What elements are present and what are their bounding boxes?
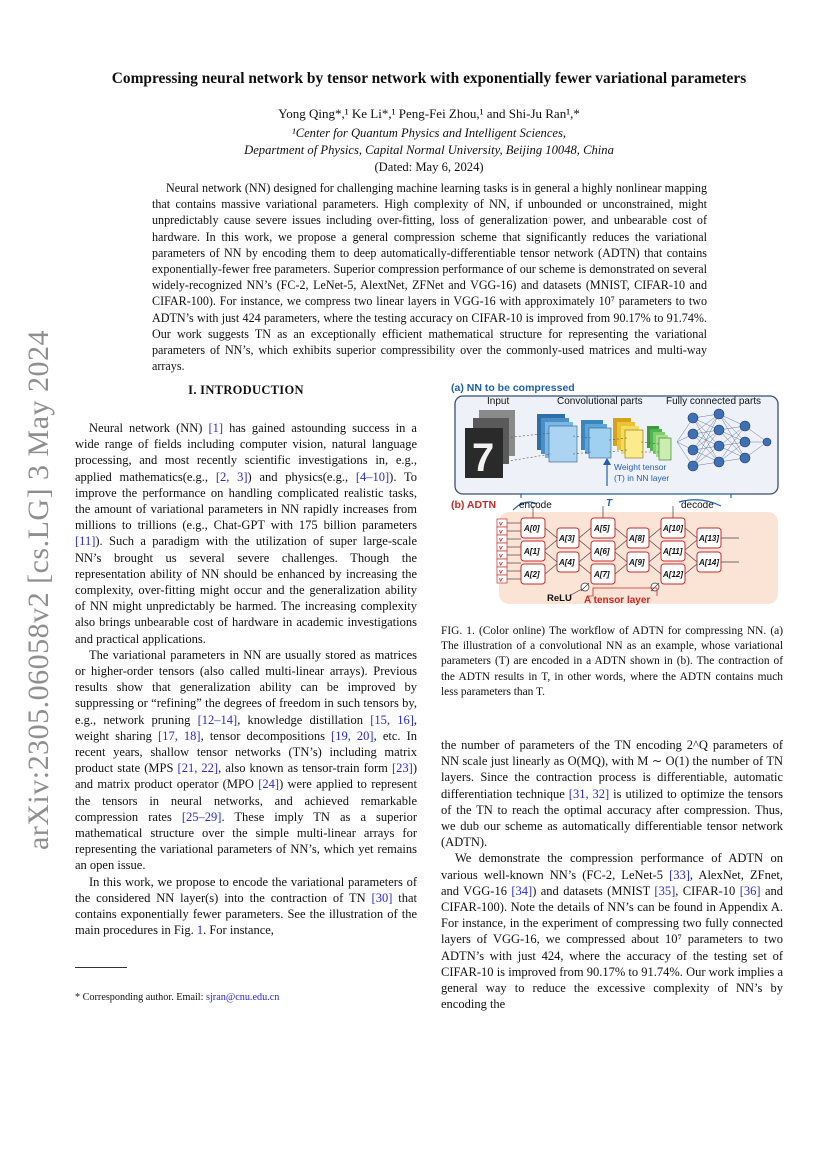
arxiv-id: arXiv:2305.06058v2 [cs.LG] 3 May 2024	[22, 329, 55, 851]
text-run: ) and physics(e.g.,	[247, 469, 356, 484]
text-run: , AlexNet, ZFnet, and VGG-16	[441, 867, 783, 898]
abstract: Neural network (NN) designed for challenging machine learning tasks is in general a highly nonlinear mapping that contains massive variational parameters. High complexity of NN, if unbounded or unconstrained, might unpredictably cause severe issues including over-fitting, loss of generalization power, and unbearable cost of hardware. In this work, we propose a general compression scheme that significantly reduces the variational parameters of NN by encoding them to deep automatically-differentiable tensor network (ADTN) that contains exponentially-fewer free parameters. Superior compression performance of our scheme is demonstrated on several widely-recognized NN’s (FC-2, LeNet-5, AlextNet, ZFNet and VGG-16) and datasets (MNIST, CIFAR-10 and CIFAR-100). For instance, we compress two linear layers in VGG-16 with approximately 10⁷ parameters to two ADTN’s with just 424 parameters, where the testing accuracy on CIFAR-10 is improved from 90.17% to 91.74%. Our work suggests TN as an exceptionally efficient mathematical structure for representing the variational parameters of NN’s, which exhibits superior compressibility over the commonly-used matrices and multi-way arrays.	[152, 181, 707, 374]
citation-link[interactable]: [4–10]	[355, 469, 390, 484]
author-list: Yong Qing*,¹ Ke Li*,¹ Peng-Fei Zhou,¹ and Shi-Ju Ran¹,*	[278, 106, 580, 121]
footnote-rule	[75, 967, 127, 968]
text-run: . These imply TN as a superior mathematical structure over the simple multi-linear arrays for representing the variational parameters of NN’s, which yet remains an open issue.	[75, 809, 417, 873]
tensor-a7: A[7]	[594, 570, 610, 579]
text-run: , CIFAR-10	[675, 883, 740, 898]
citation-link[interactable]: [21, 22]	[177, 761, 219, 776]
citation-link[interactable]: [11]	[75, 534, 96, 549]
text-run: the number of parameters of the TN encoding 2^Q parameters of NN scale just linearly as O(MQ), with M ∼ O(1) the number of TN layers. Since the contraction process is differentiable, automatic differentiation technique	[441, 738, 783, 801]
affiliation	[60, 125, 798, 176]
conv-label: Convolutional parts	[557, 396, 643, 407]
svg-text:v: v	[499, 536, 503, 544]
affiliation-line-1: ¹Center for Quantum Physics and Intelligent Sciences,	[291, 126, 567, 140]
citation-link[interactable]: [23]	[392, 761, 413, 776]
svg-text:v: v	[499, 528, 503, 536]
text-run: We demonstrate the compression performance of ADTN on various well-known NN’s (FC-2, LeNet-5	[441, 851, 783, 882]
paper-title: Compressing neural network by tensor network with exponentially fewer variational parameters	[111, 70, 747, 87]
figure-1-caption: FIG. 1. (Color online) The workflow of ADTN for compressing NN. (a) The illustration of a convolutional NN as an example, whose variational parameters (T) are encoded in a ADTN shown in (b). The contraction of the ADTN results in T, in other words, where the ADTN contains much less parameters than T.	[441, 625, 783, 698]
text-run: ) and matrix product operator (MPO	[75, 761, 417, 792]
text-run: has gained astounding success in a wide range of fields including computer vision, natural language processing, and most recently scientific investigations in, e.g., applied mathematics(e.g.,	[75, 421, 417, 484]
tensor-a9: A[9]	[629, 558, 645, 567]
svg-text:v: v	[499, 568, 503, 576]
encode-label: encode	[519, 500, 552, 511]
text-run: is utilized to optimize the tensors of the TN to reach the optimal accuracy after compression. Thus, we dub our scheme as automatically differentiable tensor network (ADTN).	[441, 786, 783, 850]
tensor-a10: A[10]	[663, 524, 684, 533]
tensor-a2: A[2]	[524, 570, 540, 579]
arxiv-sidebar-stamp	[8, 330, 70, 850]
svg-text:v: v	[499, 560, 503, 568]
text-run: ). To improve the performance on handling complicated realistic tasks, the amount of variational parameters in NN rapidly increases from millions to trillions (e.g., Chat-GPT with 175 billion parameters	[75, 469, 418, 533]
tensor-a5: A[5]	[594, 524, 610, 533]
right-paragraph-1	[441, 737, 783, 850]
svg-text:v: v	[499, 576, 503, 584]
intro-paragraph-2	[75, 647, 417, 874]
svg-text:v: v	[499, 520, 503, 528]
citation-link[interactable]: [31, 32]	[568, 786, 610, 801]
input-label: Input	[487, 396, 510, 407]
svg-text:v: v	[499, 544, 503, 552]
tensor-a1: A[1]	[524, 547, 540, 556]
text-run: that contains exponentially fewer parameters. See the illustration of the main procedures in Fig.	[75, 890, 418, 938]
text-run: In this work, we propose to encode the variational parameters of the considered NN layer(s) into the contraction of TN	[75, 874, 417, 905]
citation-link[interactable]: [12–14]	[197, 712, 238, 727]
tensor-a13: A[13]	[699, 534, 720, 543]
svg-text:v: v	[499, 552, 503, 560]
text-run: . For instance,	[203, 923, 274, 938]
text-run: ). Such a paradigm with the utilization of super large-scale NN’s brought us several severe challenges. Though the representation ability of NN should be enhanced by increasing the complexity, over-fitting might occur and the generalization ability of NN might unpredictably be harmed. The increasing complexity also brings unbearable cost of hardware in academic investigations and practical applications.	[75, 534, 417, 646]
t-label: T	[606, 498, 613, 509]
citation-link[interactable]: [17, 18]	[158, 728, 201, 743]
text-run: , knowledge distillation	[237, 712, 371, 727]
tensor-a8: A[8]	[629, 534, 645, 543]
figure-1	[441, 378, 786, 610]
weight-tensor-sublabel: (T) in NN layer	[614, 473, 670, 483]
right-column	[441, 737, 783, 1012]
footnote	[75, 992, 279, 1003]
tensor-a14: A[14]	[699, 558, 720, 567]
text-run: Neural network (NN)	[89, 421, 209, 435]
text-run: , weight sharing	[75, 712, 417, 743]
tensor-a4: A[4]	[559, 558, 575, 567]
tensor-a6: A[6]	[594, 547, 610, 556]
tensor-a0: A[0]	[524, 524, 540, 533]
fc-label: Fully connected parts	[666, 396, 762, 407]
weight-tensor-label: Weight tensor	[614, 462, 667, 472]
citation-link[interactable]: [15, 16]	[370, 712, 414, 727]
panel-a-label: (a) NN to be compressed	[451, 382, 575, 394]
date-line: (Dated: May 6, 2024)	[374, 160, 484, 174]
citation-link[interactable]: [19, 20]	[331, 728, 374, 743]
citation-link[interactable]: [24]	[258, 777, 280, 792]
figure-link[interactable]: 1	[196, 923, 204, 938]
figure-1-diagram	[441, 378, 786, 610]
affiliation-line-2: Department of Physics, Capital Normal University, Beijing 10048, China	[244, 143, 614, 157]
relu-label: ReLU	[547, 593, 572, 604]
decode-label: decode	[681, 500, 714, 511]
citation-link[interactable]: [1]	[208, 421, 224, 435]
digit-seven: 7	[472, 436, 495, 480]
intro-paragraph-3	[75, 874, 417, 939]
email-link[interactable]: sjran@cnu.edu.cn	[206, 992, 280, 1003]
citation-link[interactable]: [25–29]	[181, 809, 222, 824]
text-run: , also known as tensor-train form	[218, 761, 392, 776]
conv-stack-2	[581, 420, 611, 458]
citation-link[interactable]: [36]	[739, 883, 761, 898]
text-run: , tensor decompositions	[200, 728, 332, 743]
v-labels	[499, 521, 503, 584]
tensor-layer-label: A tensor layer	[584, 595, 651, 606]
text-run: ) and datasets (MNIST	[532, 883, 655, 898]
footnote-text: * Corresponding author. Email:	[75, 992, 207, 1003]
citation-link[interactable]: [2, 3]	[215, 469, 248, 484]
panel-b-label: (b) ADTN	[451, 499, 497, 511]
citation-link[interactable]: [34]	[511, 883, 533, 898]
text-run: The variational parameters in NN are usually stored as matrices or higher-order tensors (also called multi-linear arrays). Previous results show that generalization ability can be improved by suppressing or “refining” the degrees of freedom in such tensors by, e.g., network pruning	[75, 647, 417, 727]
citation-link[interactable]: [33]	[669, 867, 690, 882]
left-column	[75, 420, 417, 939]
text-run: , etc. In recent years, shallow tensor networks (TN’s) including matrix product state (MPS	[75, 728, 418, 776]
citation-link[interactable]: [30]	[371, 890, 393, 905]
text-run: and CIFAR-100). Note the details of NN’s can be found in Appendix A. For instance, in the experiment of compressing two fully connected layers of VGG-16, we compressed about 10⁷ parameters to two ADTN’s with just 424, where the accuracy of the testing set of CIFAR-10 is improved from 90.17% to 91.74%. Our work implies a general way to reduce the excessive complexity of NN’s by encoding the	[441, 883, 783, 1012]
tensor-a11: A[11]	[663, 547, 683, 556]
right-paragraph-2	[441, 850, 783, 1012]
section-heading: I. INTRODUCTION	[188, 383, 304, 397]
tensor-a12: A[12]	[663, 570, 684, 579]
text-run: ) were applied to represent the tensors in neural networks, and achieved remarkable compression rates	[75, 777, 417, 824]
tensor-a3: A[3]	[559, 534, 575, 543]
intro-paragraph-1	[75, 420, 417, 647]
citation-link[interactable]: [35]	[654, 883, 676, 898]
